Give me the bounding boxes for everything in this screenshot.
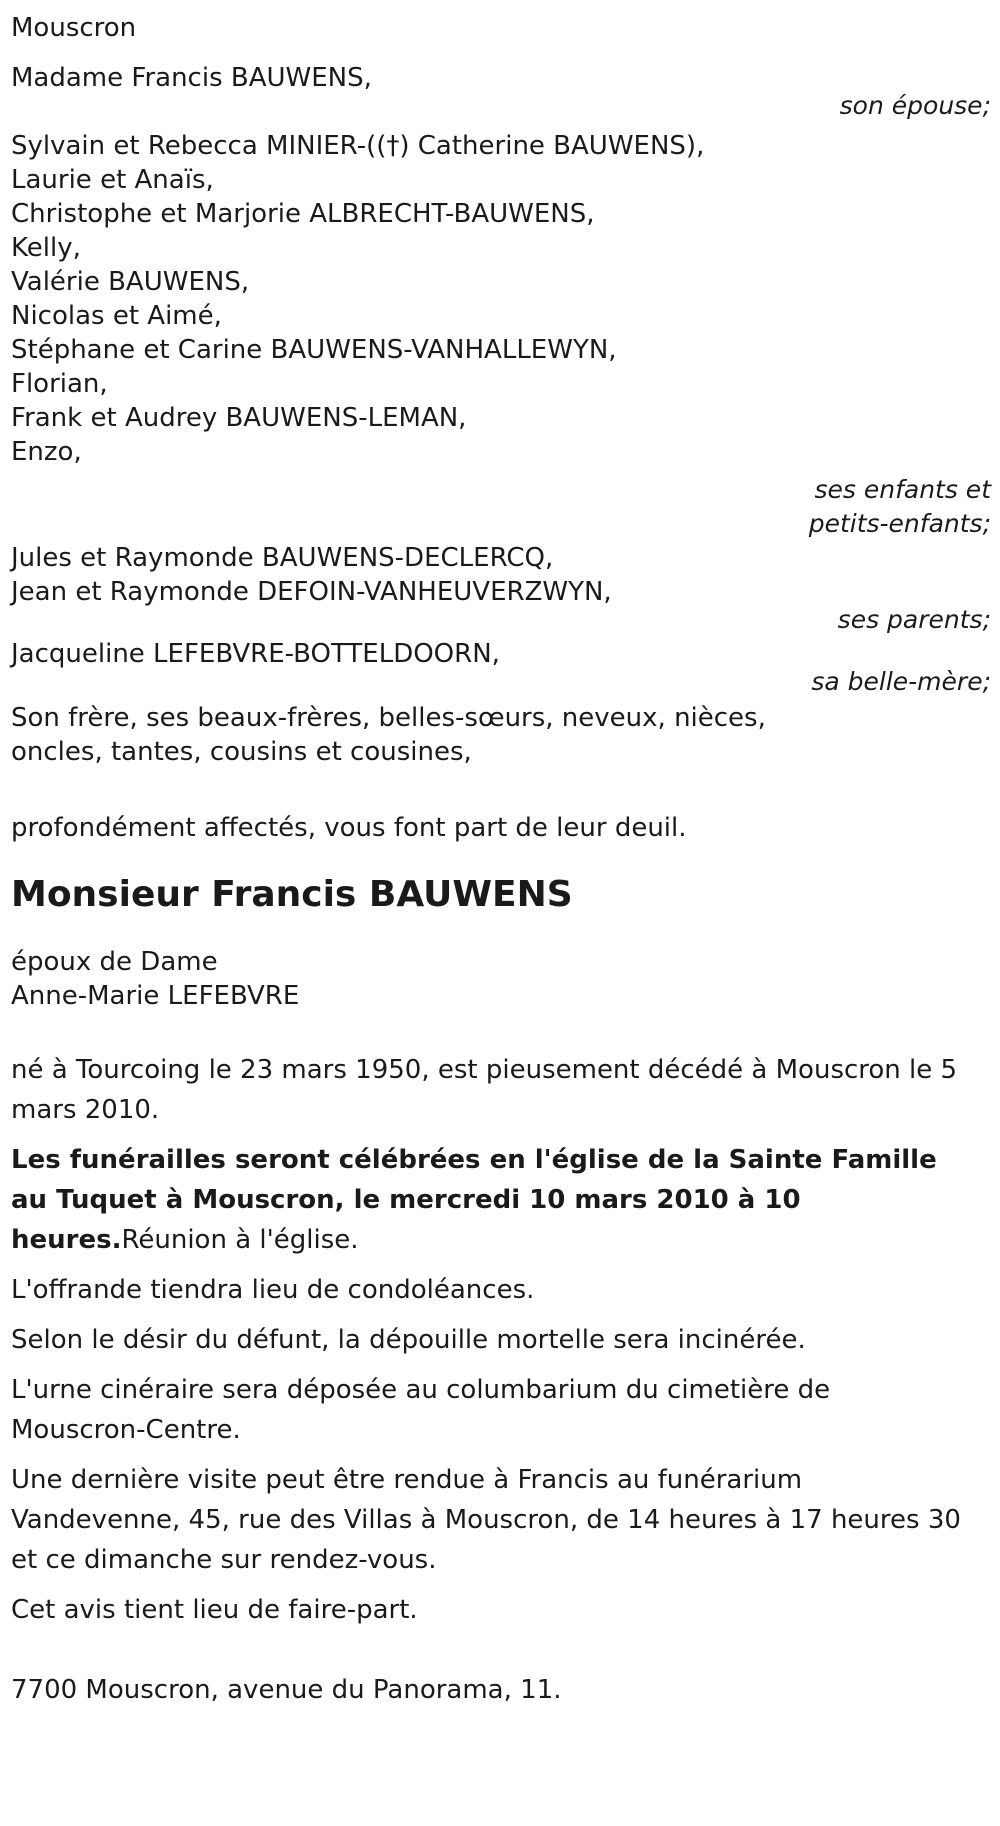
city: Mouscron — [11, 13, 137, 43]
spacer — [11, 1640, 991, 1670]
address: 7700 Mouscron, avenue du Panorama, 11. — [11, 1675, 562, 1705]
spacer — [11, 920, 991, 942]
other-relatives-line: Son frère, ses beaux-frères, belles-sœurs, neveux, nièces, — [11, 703, 766, 733]
birth-death-paragraph: né à Tourcoing le 23 mars 1950, est pieusement décédé à Mouscron le 5 mars 2010. — [11, 1055, 958, 1125]
family-member-line: Kelly, — [11, 233, 81, 263]
announcement: profondément affectés, vous font part de leur deuil. — [11, 813, 687, 843]
spouse-of-line: époux de Dame — [11, 947, 218, 977]
parents-relation: ses parents; — [837, 605, 991, 634]
parent-line: Jules et Raymonde BAUWENS-DECLERCQ, — [11, 543, 554, 573]
children-relation: petits-enfants; — [808, 509, 991, 538]
urn-paragraph: L'urne cinéraire sera déposée au columbarium du cimetière de Mouscron-Centre. — [11, 1375, 831, 1445]
cremation-paragraph: Selon le désir du défunt, la dépouille mortelle sera incinérée. — [11, 1325, 806, 1355]
spacer — [11, 772, 991, 808]
mother-in-law-relation: sa belle-mère; — [811, 667, 991, 696]
family-member-line: Frank et Audrey BAUWENS-LEMAN, — [11, 403, 467, 433]
children-relation: ses enfants et — [814, 475, 991, 504]
family-member-line: Florian, — [11, 369, 108, 399]
family-member-line: Stéphane et Carine BAUWENS-VANHALLEWYN, — [11, 335, 617, 365]
funeral-meeting: Réunion à l'église. — [121, 1225, 359, 1255]
offering-paragraph: L'offrande tiendra lieu de condoléances. — [11, 1275, 535, 1305]
family-member-line: Enzo, — [11, 437, 82, 467]
parent-line: Jean et Raymonde DEFOIN-VANHEUVERZWYN, — [11, 577, 612, 607]
funeral-paragraph — [11, 1140, 966, 1260]
family-member-line: Sylvain et Rebecca MINIER-((†) Catherine BAUWENS), — [11, 131, 705, 161]
spacer — [11, 1016, 991, 1050]
children-list — [11, 126, 991, 472]
visit-paragraph: Une dernière visite peut être rendue à Francis au funérarium Vandevenne, 45, rue des Villas à Mouscron, de 14 heures à 17 heures 30 et ce dimanche sur rendez-vous. — [11, 1465, 961, 1575]
deceased-name: Monsieur Francis BAUWENS — [11, 874, 573, 915]
family-member-line: Valérie BAUWENS, — [11, 267, 250, 297]
obituary-content — [11, 8, 991, 1710]
family-member-line: Christophe et Marjorie ALBRECHT-BAUWENS, — [11, 199, 595, 229]
spacer — [11, 848, 991, 870]
other-relatives-line: oncles, tantes, cousins et cousines, — [11, 737, 472, 767]
family-member-line: Laurie et Anaïs, — [11, 165, 214, 195]
family-member-line: Nicolas et Aimé, — [11, 301, 222, 331]
spouse-line: Madame Francis BAUWENS, — [11, 63, 372, 93]
mother-in-law-line: Jacqueline LEFEBVRE-BOTTELDOORN, — [11, 639, 500, 669]
notice-paragraph: Cet avis tient lieu de faire-part. — [11, 1595, 418, 1625]
funeral-details: Les funérailles seront célébrées en l'église de la Sainte Famille au Tuquet à Mouscron, le mercredi 10 mars 2010 à 10 heures. — [11, 1145, 937, 1255]
spouse-of-line: Anne-Marie LEFEBVRE — [11, 981, 300, 1011]
spouse-relation: son épouse; — [839, 91, 991, 120]
